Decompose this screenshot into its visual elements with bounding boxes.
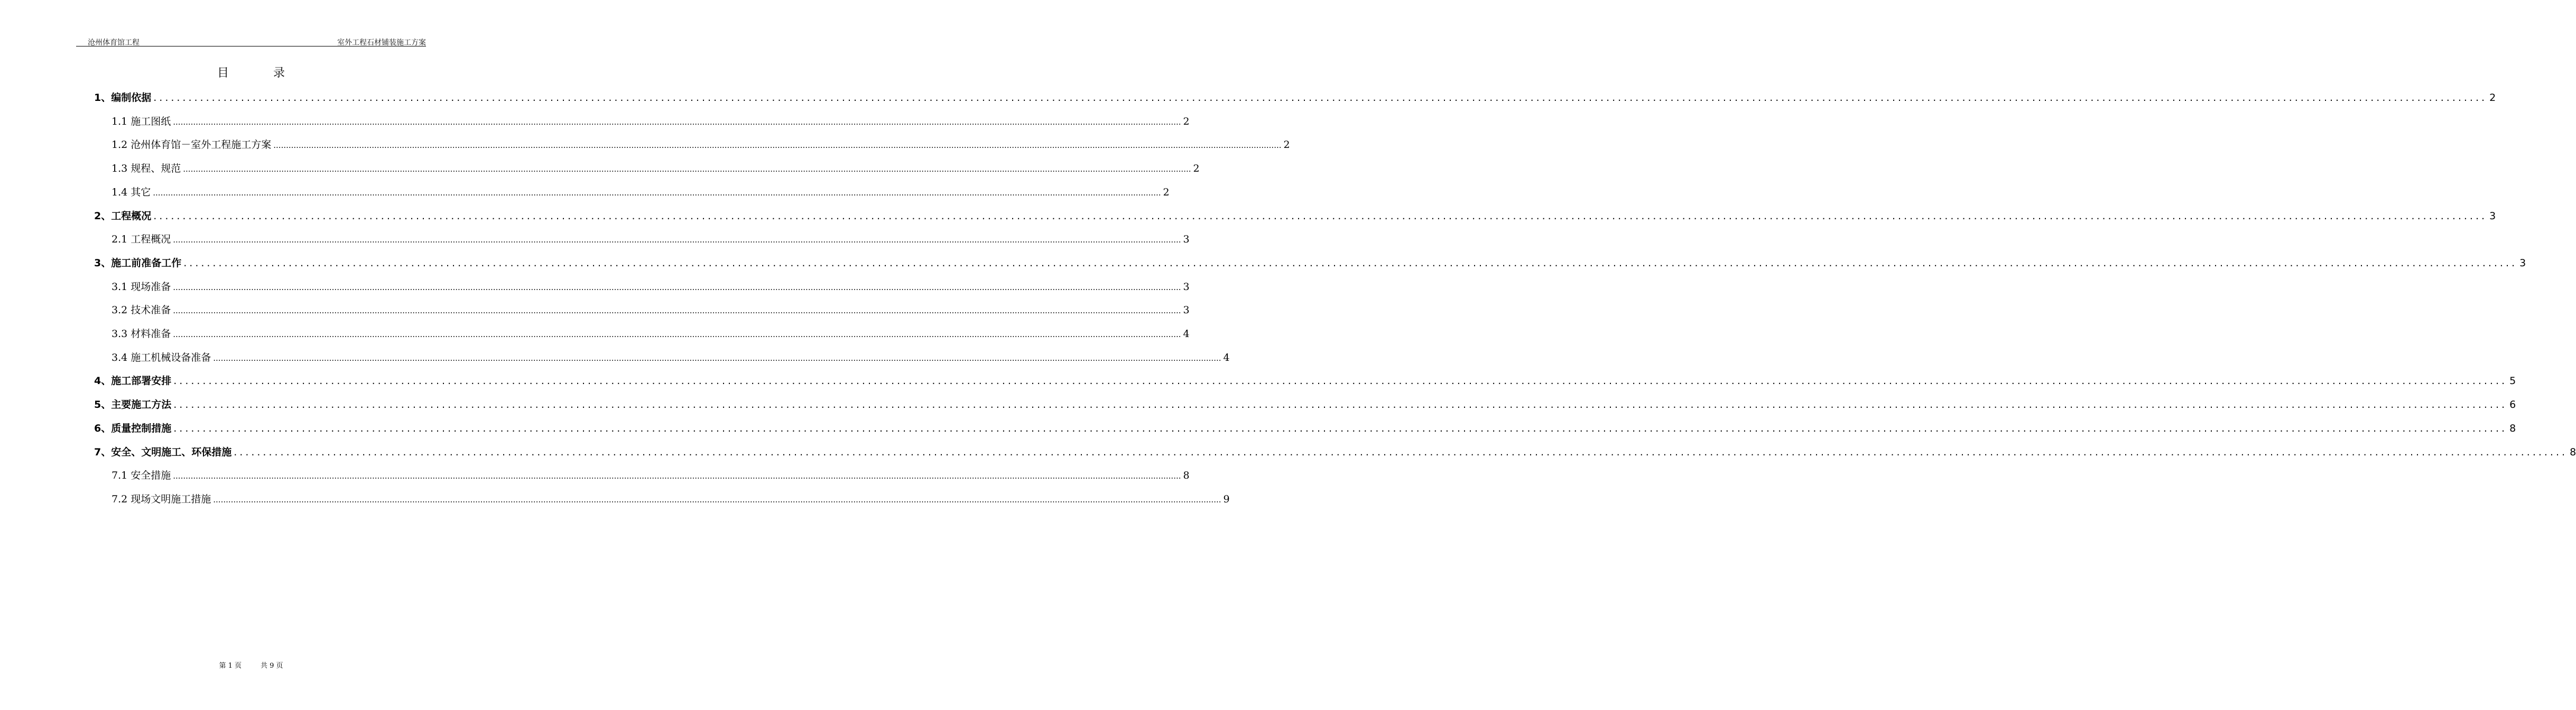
toc-entry-page: 5 bbox=[2509, 375, 2516, 387]
toc-entry-page: 4 bbox=[1183, 328, 1190, 340]
toc-entry[interactable] bbox=[0, 90, 2496, 104]
toc-entry-page: 2 bbox=[1193, 163, 1200, 175]
toc-entry[interactable] bbox=[0, 208, 2496, 222]
toc-dot-leader: ................................................................................................................................................................................................................................................................................................................................................................................................................ bbox=[173, 399, 2508, 411]
toc-entry[interactable] bbox=[0, 444, 2576, 458]
toc-dot-leader: ................................................................................................................................................................................................................................................................................................................................................................................................................ bbox=[273, 141, 1282, 151]
toc-dot-leader: ................................................................................................................................................................................................................................................................................................................................................................................................................ bbox=[173, 471, 1181, 481]
toc-entry-page: 3 bbox=[1183, 233, 1190, 246]
toc-entry[interactable] bbox=[0, 161, 1200, 175]
toc-entry-label: 3.1 现场准备 bbox=[112, 281, 171, 293]
toc-entry-label: 1、编制依据 bbox=[94, 92, 152, 104]
toc-dot-leader: ................................................................................................................................................................................................................................................................................................................................................................................................................ bbox=[183, 257, 2518, 269]
toc-entry-page: 2 bbox=[1163, 186, 1170, 198]
toc-entry-page: 2 bbox=[2489, 92, 2496, 104]
toc-dot-leader: ................................................................................................................................................................................................................................................................................................................................................................................................................ bbox=[173, 117, 1181, 127]
toc-entry-page: 3 bbox=[1183, 304, 1190, 316]
footer-page-number: 第 1 页 bbox=[219, 662, 242, 670]
toc-entry-page: 8 bbox=[2570, 446, 2576, 458]
toc-dot-leader: ................................................................................................................................................................................................................................................................................................................................................................................................................ bbox=[153, 188, 1161, 198]
toc-dot-leader: ................................................................................................................................................................................................................................................................................................................................................................................................................ bbox=[173, 422, 2508, 434]
footer-total-pages: 共 9 页 bbox=[261, 662, 283, 670]
toc-entry-label: 7、安全、文明施工、环保措施 bbox=[94, 446, 232, 458]
toc-entry[interactable] bbox=[0, 350, 1230, 363]
toc-entry-label: 7.2 现场文明施工措施 bbox=[112, 493, 211, 505]
toc-entry[interactable] bbox=[0, 279, 1190, 293]
toc-entry-label: 3.3 材料准备 bbox=[112, 328, 171, 340]
toc-entry[interactable] bbox=[0, 397, 2516, 411]
toc-title bbox=[0, 64, 502, 80]
toc-dot-leader: ................................................................................................................................................................................................................................................................................................................................................................................................................ bbox=[183, 164, 1191, 174]
header-document-title: 室外工程石材铺装施工方案 bbox=[337, 39, 426, 47]
toc-dot-leader: ................................................................................................................................................................................................................................................................................................................................................................................................................ bbox=[213, 494, 1221, 505]
toc-dot-leader: ................................................................................................................................................................................................................................................................................................................................................................................................................ bbox=[153, 210, 2488, 222]
toc-entry-page: 8 bbox=[1183, 470, 1190, 482]
toc-entry[interactable] bbox=[0, 326, 1190, 340]
toc-entry-page: 3 bbox=[2489, 210, 2496, 222]
toc-entry-label: 3.2 技术准备 bbox=[112, 304, 171, 316]
toc-entry-label: 2、工程概况 bbox=[94, 210, 152, 222]
toc-entry-label: 5、主要施工方法 bbox=[94, 399, 172, 411]
toc-entry-page: 2 bbox=[1283, 139, 1290, 151]
toc-entry-label: 4、施工部署安排 bbox=[94, 375, 172, 387]
toc-entry-page: 4 bbox=[1223, 351, 1230, 363]
toc-entry[interactable] bbox=[0, 373, 2516, 387]
toc-title-left: 目 bbox=[217, 67, 229, 80]
toc-entry-label: 6、质量控制措施 bbox=[94, 422, 172, 434]
toc-entry-label: 7.1 安全措施 bbox=[112, 470, 171, 482]
toc-entry-label: 2.1 工程概况 bbox=[112, 233, 171, 246]
toc-dot-leader: ................................................................................................................................................................................................................................................................................................................................................................................................................ bbox=[173, 235, 1181, 245]
toc-entry-label: 1.4 其它 bbox=[112, 186, 151, 198]
toc-entry-page: 2 bbox=[1183, 115, 1190, 127]
toc-entry[interactable] bbox=[0, 255, 2526, 269]
toc-dot-leader: ................................................................................................................................................................................................................................................................................................................................................................................................................ bbox=[173, 330, 1181, 339]
toc-entry[interactable] bbox=[0, 137, 1290, 151]
toc-entry-page: 8 bbox=[2509, 422, 2516, 434]
toc-entry-page: 3 bbox=[1183, 281, 1190, 293]
toc-entry-page: 6 bbox=[2509, 399, 2516, 411]
toc-dot-leader: ................................................................................................................................................................................................................................................................................................................................................................................................................ bbox=[153, 92, 2488, 104]
toc-title-right: 录 bbox=[273, 67, 285, 80]
toc-entry[interactable] bbox=[0, 114, 1190, 127]
toc-dot-leader: ................................................................................................................................................................................................................................................................................................................................................................................................................ bbox=[173, 282, 1181, 292]
toc-entry-page: 9 bbox=[1223, 493, 1230, 505]
header-project-name: 沧州体育馆工程 bbox=[88, 39, 140, 47]
toc-dot-leader: ................................................................................................................................................................................................................................................................................................................................................................................................................ bbox=[173, 375, 2508, 387]
toc-dot-leader: ................................................................................................................................................................................................................................................................................................................................................................................................................ bbox=[173, 306, 1181, 316]
toc-dot-leader: ................................................................................................................................................................................................................................................................................................................................................................................................................ bbox=[234, 446, 2568, 458]
toc-entry[interactable] bbox=[0, 231, 1190, 246]
toc-entry-label: 3、施工前准备工作 bbox=[94, 257, 182, 269]
toc-entry[interactable] bbox=[0, 184, 1170, 198]
toc-entry[interactable] bbox=[0, 491, 1230, 505]
toc-entry-label: 3.4 施工机械设备准备 bbox=[112, 351, 211, 363]
toc-entry-label: 1.1 施工图纸 bbox=[112, 115, 171, 127]
toc-entry[interactable] bbox=[0, 421, 2516, 434]
toc-entry-label: 1.3 规程、规范 bbox=[112, 163, 181, 175]
toc-entry-page: 3 bbox=[2519, 257, 2526, 269]
toc-dot-leader: ................................................................................................................................................................................................................................................................................................................................................................................................................ bbox=[213, 353, 1221, 363]
toc-entry-label: 1.2 沧州体育馆－室外工程施工方案 bbox=[112, 139, 272, 151]
page-footer bbox=[0, 660, 502, 670]
toc-entry[interactable] bbox=[0, 468, 1190, 482]
toc-entry[interactable] bbox=[0, 302, 1190, 316]
